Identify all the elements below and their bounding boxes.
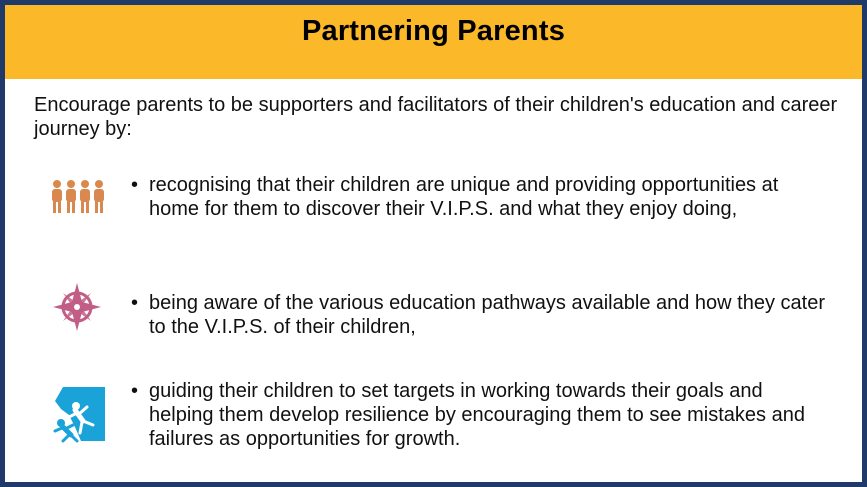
bullet-marker: • (131, 174, 139, 196)
item-text: guiding their children to set targets in working towards their goals and helping them develop resilience by encouraging them to see mistakes and failures as opportunities for growth. (149, 380, 805, 450)
intro-text: Encourage parents to be supporters and facilitators of their children's education and career journey by: (34, 94, 838, 140)
item-text: being aware of the various education pathways available and how they cater to the V.I.P.S. of their children, (149, 292, 825, 338)
item-text: recognising that their children are unique and providing opportunities at home for them to discover their V.I.P.S. and what they enjoy doing, (149, 174, 779, 220)
family-icon (49, 179, 107, 219)
climber-icon (49, 385, 107, 443)
bullet-marker: • (131, 380, 139, 402)
bullet-marker: • (131, 292, 139, 314)
page-title: Partnering Parents (301, 14, 566, 47)
compass-icon (51, 281, 103, 333)
slide (5, 5, 862, 482)
title-bar (5, 5, 862, 79)
